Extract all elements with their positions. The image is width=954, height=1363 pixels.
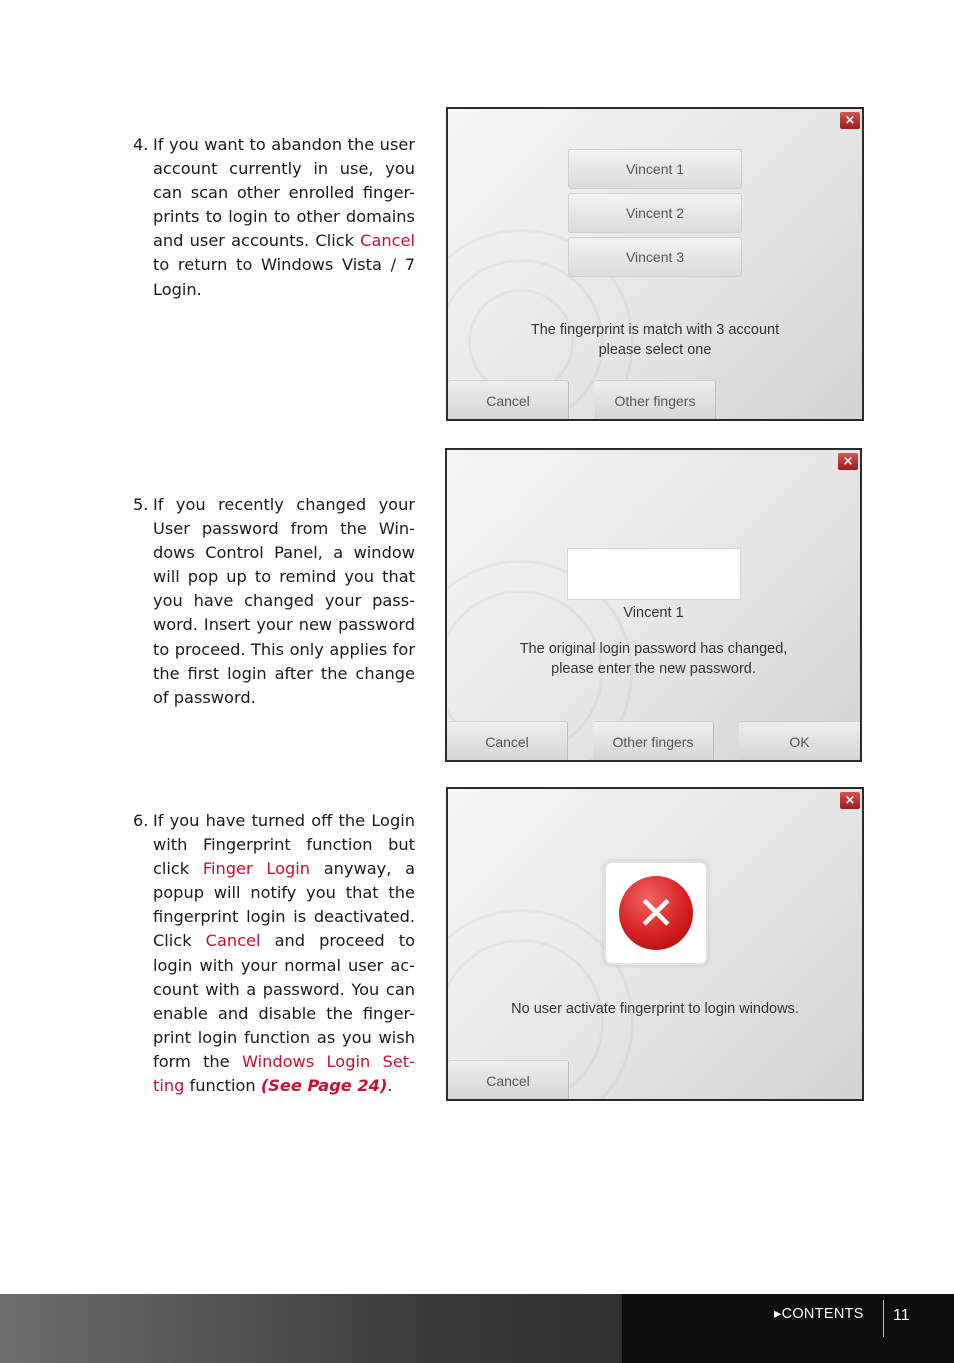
close-icon[interactable]: × bbox=[840, 792, 860, 809]
password-changed-dialog bbox=[445, 448, 862, 762]
user-name-label: Vincent 1 bbox=[623, 605, 684, 621]
dialog-message: No user activate fingerprint to login windows. bbox=[511, 1001, 799, 1017]
step-5 bbox=[133, 493, 415, 710]
other-fingers-button[interactable]: Other fingers bbox=[593, 721, 714, 760]
step-text bbox=[153, 809, 415, 1098]
step-number: 4. bbox=[133, 135, 149, 154]
dialog-message: The fingerprint is match with 3 account bbox=[530, 322, 780, 338]
error-tile bbox=[604, 861, 708, 965]
step-text-part: anyway, a popup will notify you that the fingerprint login is deactivated. Click bbox=[153, 859, 415, 951]
account-button-vincent-2[interactable]: Vincent 2 bbox=[568, 193, 742, 233]
step-text-part: to return to Windows Vista / 7 Login. bbox=[153, 255, 415, 299]
step-text bbox=[153, 133, 415, 302]
step-number: 6. bbox=[133, 811, 149, 830]
step-text: If you recently changed your User password from the Win- dows Control Panel, a window will pop up to remind you that you have changed your pass- word. Insert your new password to proceed. This only applies for the first login after the change of password. bbox=[153, 495, 415, 707]
step-text-part: If you want to abandon the user account currently in use, you can scan other enrolled finger- prints to login to other domains and user accounts. Click bbox=[153, 135, 415, 251]
account-button-vincent-1[interactable]: Vincent 1 bbox=[568, 149, 742, 189]
windows-login-setting-link[interactable]: Windows Login Set- ting bbox=[153, 1051, 415, 1096]
step-number: 5. bbox=[133, 495, 149, 514]
page-reference-link[interactable]: (See Page 24) bbox=[260, 1076, 388, 1096]
ok-button[interactable]: OK bbox=[739, 721, 861, 760]
account-button-vincent-3[interactable]: Vincent 3 bbox=[568, 237, 742, 277]
fingerprint-deactivated-dialog bbox=[446, 787, 864, 1101]
dialog-message: please select one bbox=[598, 342, 712, 358]
contents-link[interactable]: ▸CONTENTS bbox=[774, 1306, 864, 1322]
cancel-button[interactable]: Cancel bbox=[448, 380, 569, 419]
new-password-input[interactable] bbox=[567, 548, 741, 600]
account-select-dialog bbox=[446, 107, 864, 421]
step-4 bbox=[133, 133, 415, 302]
finger-login-link[interactable]: Finger Login bbox=[202, 859, 311, 879]
close-icon[interactable]: × bbox=[838, 453, 858, 470]
cancel-button[interactable]: Cancel bbox=[448, 1060, 569, 1099]
dialog-message: The original login password has changed, bbox=[519, 641, 788, 657]
other-fingers-button[interactable]: Other fingers bbox=[595, 380, 716, 419]
footer-tab bbox=[620, 1294, 954, 1363]
cancel-button[interactable]: Cancel bbox=[447, 721, 568, 760]
step-text-part: If you have turned off the Login with Fingerprint function but click bbox=[153, 811, 415, 879]
dialog-message: please enter the new password. bbox=[551, 661, 756, 677]
step-text-part: . bbox=[387, 1076, 393, 1096]
cancel-link[interactable]: Cancel bbox=[360, 231, 415, 251]
step-text-part: and proceed to login with your normal user ac- count with a password. You can enable and disable the finger- print login function as you wish form the bbox=[153, 931, 416, 1071]
error-icon: ✕ bbox=[619, 876, 693, 950]
cancel-link[interactable]: Cancel bbox=[205, 931, 261, 951]
close-icon[interactable]: × bbox=[840, 112, 860, 129]
footer-divider bbox=[883, 1300, 884, 1337]
step-6 bbox=[133, 809, 415, 1098]
step-text-part: function bbox=[184, 1076, 261, 1096]
page-number: 11 bbox=[893, 1307, 910, 1324]
